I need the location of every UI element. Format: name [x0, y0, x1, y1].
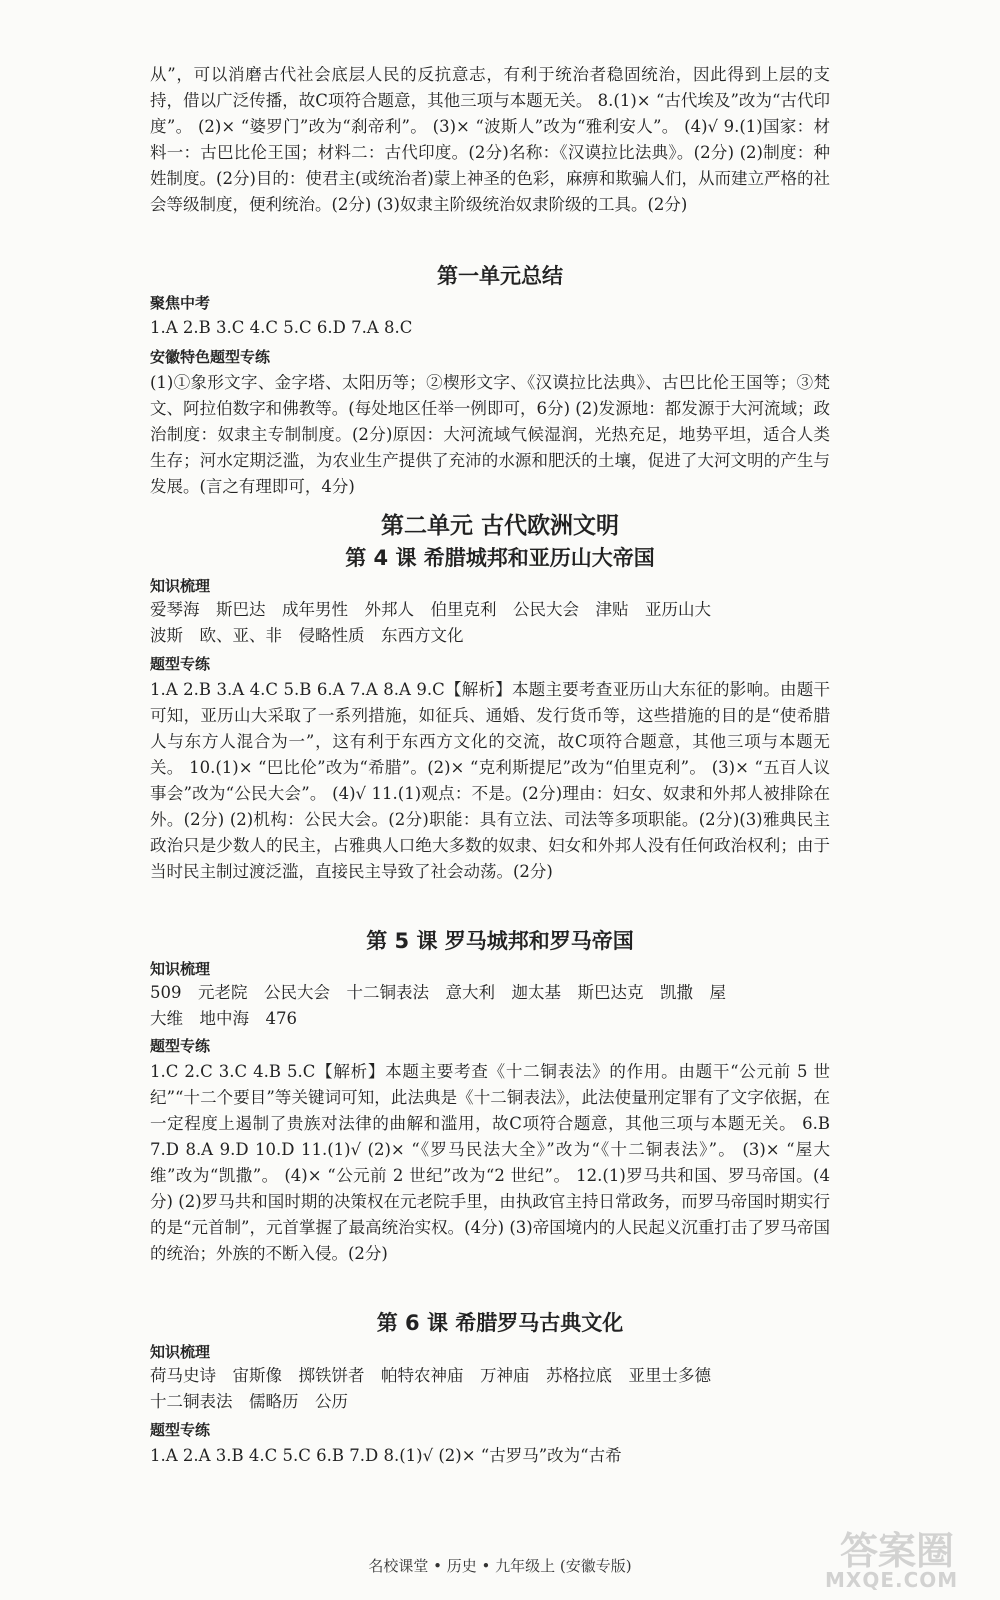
- lesson6-title: 第 6 课 希腊罗马古典文化: [376, 1311, 624, 1335]
- lesson5-knowledge-line2: 大维 地中海 476: [150, 1009, 297, 1028]
- lesson4-practice-label: 题型专练: [150, 655, 211, 673]
- lesson6-knowledge-label: 知识梳理: [150, 1343, 211, 1361]
- anhui-label: 安徽特色题型专练: [150, 348, 271, 366]
- watermark-line1: 答案圈: [840, 1529, 955, 1573]
- lesson4-practice-text: 1.A 2.B 3.A 4.C 5.B 6.A 7.A 8.A 9.C【解析】本题主要考查亚历山大东征的影响。由题干可知，亚历山大采取了一系列措施，如征兵、通婚、发行货币等，这些措施的目的是“使希腊人与东方人混合为一”，这有利于东西方文化的交流，故C项符合题意，其他三项与本题无关。 10.(1)× “巴比伦”改为“希腊”。(2)× “克利斯提尼”改为“伯里克利”。 (3)× “五百人议事会”改为“公民大会”。 (4)√ 11.(1)观点：不是。(2分)理由：妇女、奴隶和外邦人被排除在外。(2分) (2)机构：公民大会。(2分)职能：具有立法、司法等多项职能。(2分)(3)雅典民主政治只是少数人的民主，占雅典人口绝大多数的奴隶、妇女和外邦人没有任何政治权利；由于当时民主制过渡泛滥，直接民主导致了社会动荡。(2分): [150, 680, 830, 881]
- focus-label: 聚焦中考: [150, 294, 211, 312]
- lesson5-practice-label: 题型专练: [150, 1037, 211, 1055]
- lesson6-knowledge-line1: 荷马史诗 宙斯像 掷铁饼者 帕特农神庙 万神庙 苏格拉底 亚里士多德: [150, 1366, 711, 1385]
- unit1-summary-title: 第一单元总结: [437, 264, 563, 288]
- lesson5-title: 第 5 课 罗马城邦和罗马帝国: [366, 929, 634, 953]
- lesson5-knowledge-label: 知识梳理: [150, 960, 211, 978]
- lesson4-title: 第 4 课 希腊城邦和亚历山大帝国: [345, 546, 655, 570]
- lesson4-knowledge-line2: 波斯 欧、亚、非 侵略性质 东西方文化: [150, 626, 464, 645]
- watermark-logo: [820, 1520, 990, 1600]
- unit2-title: 第二单元 古代欧洲文明: [380, 513, 619, 539]
- page-footer: 名校课堂 • 历史 • 九年级上 (安徽专版): [368, 1557, 632, 1575]
- lesson4-knowledge-line1: 爱琴海 斯巴达 成年男性 外邦人 伯里克利 公民大会 津贴 亚历山大: [150, 600, 711, 619]
- anhui-text: (1)①象形文字、金字塔、太阳历等；②楔形文字、《汉谟拉比法典》、古巴比伦王国等；③梵文、阿拉伯数字和佛教等。(每处地区任举一例即可，6分) (2)发源地：都发源于大河流域；政治制度：奴隶主专制制度。(2分)原因：大河流域气候湿润，光热充足，地势平坦，适合人类生存；河水定期泛滥，为农业生产提供了充沛的水源和肥沃的土壤，促进了大河文明的产生与发展。(言之有理即可，4分): [150, 373, 830, 496]
- top-paragraph: 从”，可以消磨古代社会底层人民的反抗意志，有利于统治者稳固统治，因此得到上层的支持，借以广泛传播，故C项符合题意，其他三项与本题无关。 8.(1)× “古代埃及”改为“古代印度”。 (2)× “婆罗门”改为“刹帝利”。 (3)× “波斯人”改为“雅利安人”。 (4)√ 9.(1)国家：材料一：古巴比伦王国；材料二：古代印度。(2分)名称：《汉谟拉比法典》。(2分) (2)制度：种姓制度。(2分)目的：使君主(或统治者)蒙上神圣的色彩，麻痹和欺骗人们，从而建立严格的社会等级制度，便利统治。(2分) (3)奴隶主阶级统治奴隶阶级的工具。(2分): [150, 65, 830, 214]
- watermark-line2: MXQE.COM: [825, 1568, 959, 1592]
- lesson5-knowledge-line1: 509 元老院 公民大会 十二铜表法 意大利 迦太基 斯巴达克 凯撒 屋: [150, 983, 726, 1002]
- lesson6-knowledge-line2: 十二铜表法 儒略历 公历: [150, 1392, 348, 1411]
- focus-answers: 1.A 2.B 3.C 4.C 5.C 6.D 7.A 8.C: [150, 318, 413, 337]
- lesson5-practice-text: 1.C 2.C 3.C 4.B 5.C【解析】本题主要考查《十二铜表法》的作用。由题干“公元前 5 世纪”“十二个要目”等关键词可知，此法典是《十二铜表法》，此法使量刑定罪有了文字依据，在一定程度上遏制了贵族对法律的曲解和滥用，故C项符合题意，其他三项与本题无关。 6.B 7.D 8.A 9.D 10.D 11.(1)√ (2)× “《罗马民法大全》”改为“《十二铜表法》”。 (3)× “屋大维”改为“凯撒”。 (4)× “公元前 2 世纪”改为“2 世纪”。 12.(1)罗马共和国、罗马帝国。(4分) (2)罗马共和国时期的决策权在元老院手里，由执政官主持日常政务，而罗马帝国时期实行的是“元首制”，元首掌握了最高统治实权。(4分) (3)帝国境内的人民起义沉重打击了罗马帝国的统治；外族的不断入侵。(2分): [150, 1062, 830, 1263]
- lesson6-practice-text: 1.A 2.A 3.B 4.C 5.C 6.B 7.D 8.(1)√ (2)× “古罗马”改为“古希: [150, 1446, 622, 1465]
- lesson4-knowledge-label: 知识梳理: [150, 577, 211, 595]
- lesson6-practice-label: 题型专练: [150, 1421, 211, 1439]
